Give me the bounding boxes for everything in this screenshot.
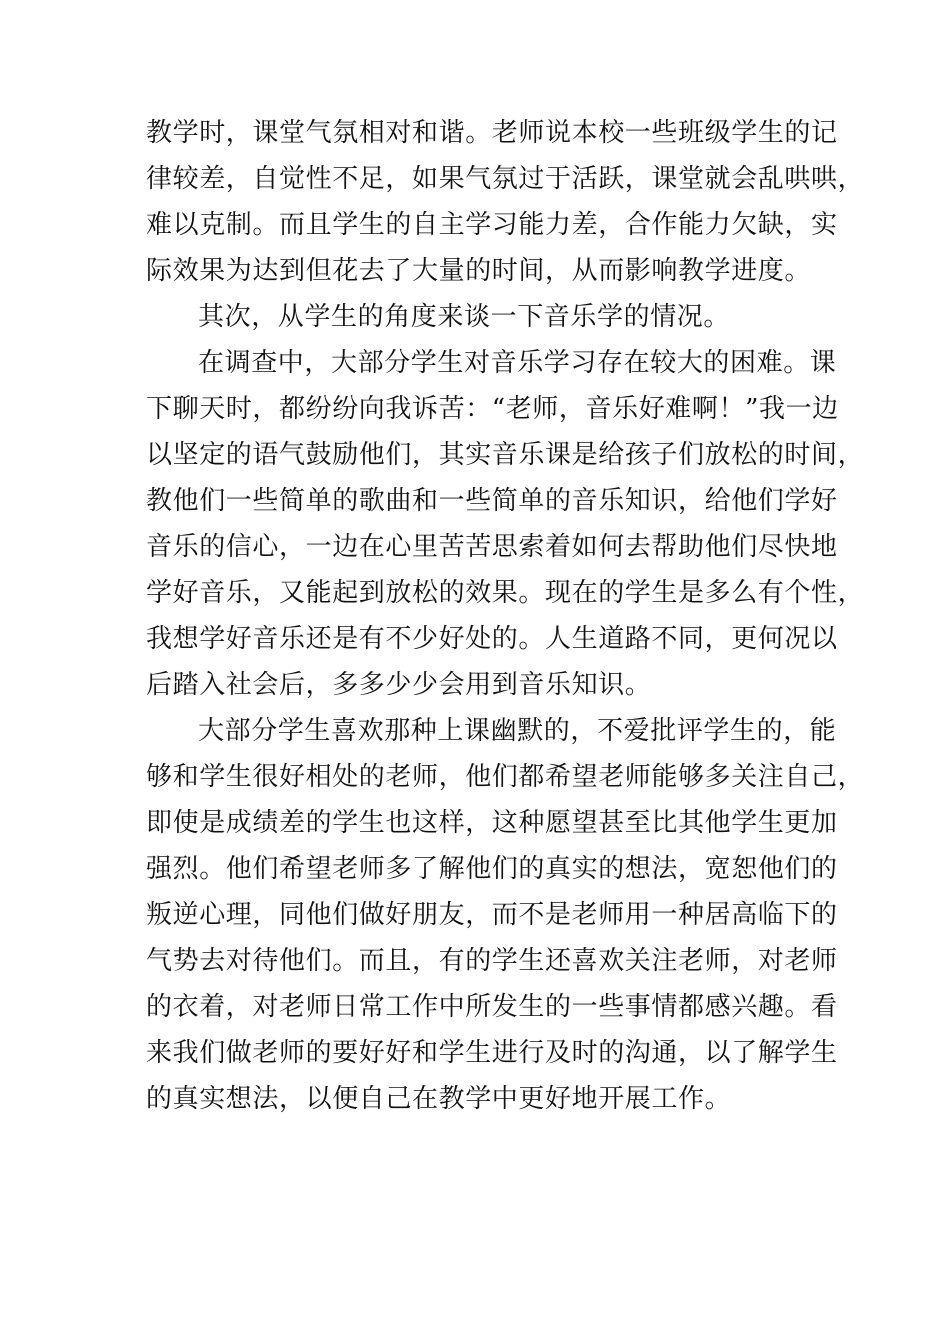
text-line: 我想学好音乐还是有不少好处的。人生道路不同，更何况以 — [146, 624, 838, 654]
text-line: 即使是成绩差的学生也这样，这种愿望甚至比其他学生更加 — [146, 808, 838, 838]
text-line: 音乐的信心，一边在心里苦苦思索着如何去帮助他们尽快地 — [146, 532, 838, 562]
text-line: 气势去对待他们。而且，有的学生还喜欢关注老师，对老师 — [146, 946, 838, 976]
text-line: 以坚定的语气鼓励他们，其实音乐课是给孩子们放松的时间， — [146, 440, 865, 470]
text-line: 的真实想法，以便自己在教学中更好地开展工作。 — [146, 1084, 732, 1114]
text-line: 来我们做老师的要好好和学生进行及时的沟通，以了解学生 — [146, 1038, 838, 1068]
text-line: 够和学生很好相处的老师，他们都希望老师能够多关注自己， — [146, 762, 865, 792]
text-line: 教他们一些简单的歌曲和一些简单的音乐知识，给他们学好 — [146, 486, 838, 516]
text-line: 下聊天时，都纷纷向我诉苦：“老师，音乐好难啊！”我一边 — [146, 394, 839, 424]
text-line: 叛逆心理，同他们做好朋友，而不是老师用一种居高临下的 — [146, 900, 838, 930]
text-line: 的衣着，对老师日常工作中所发生的一些事情都感兴趣。看 — [146, 992, 838, 1022]
text-line: 大部分学生喜欢那种上课幽默的，不爱批评学生的，能 — [198, 716, 837, 746]
text-line: 学好音乐，又能起到放松的效果。现在的学生是多么有个性， — [146, 578, 865, 608]
text-line: 其次，从学生的角度来谈一下音乐学的情况。 — [198, 302, 731, 332]
text-line: 际效果为达到但花去了大量的时间，从而影响教学进度。 — [146, 256, 812, 286]
text-line: 强烈。他们希望老师多了解他们的真实的想法，宽恕他们的 — [146, 854, 838, 884]
text-line: 后踏入社会后，多多少少会用到音乐知识。 — [146, 670, 652, 700]
text-line: 难以克制。而且学生的自主学习能力差，合作能力欠缺，实 — [146, 210, 838, 240]
text-line: 在调查中，大部分学生对音乐学习存在较大的困难。课 — [198, 348, 837, 378]
text-line: 教学时，课堂气氛相对和谐。老师说本校一些班级学生的记 — [146, 118, 838, 148]
text-line: 律较差，自觉性不足，如果气氛过于活跃，课堂就会乱哄哄， — [146, 164, 865, 194]
